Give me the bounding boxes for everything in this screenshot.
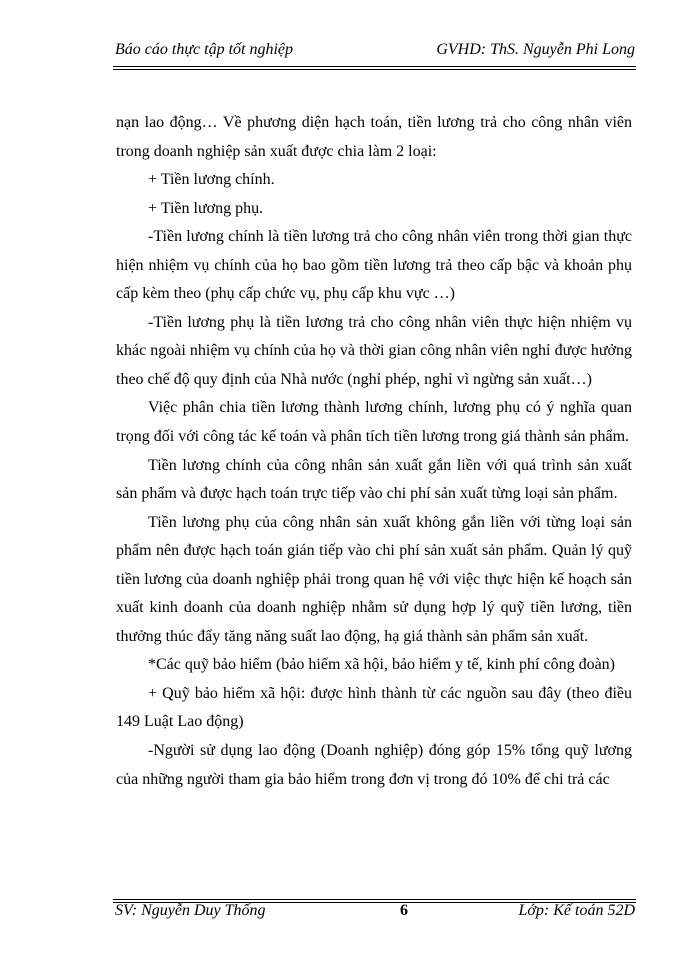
header-report-title: Báo cáo thực tập tốt nghiệp: [115, 41, 294, 58]
header-rule: [113, 66, 636, 70]
paragraph: -Người sử dụng lao động (Doanh nghiệp) đóng góp 15% tổng quỹ lương của những người tham gia bảo hiểm trong đơn vị trong đó 10% để chi trả các: [116, 742, 632, 788]
page-number: 6: [400, 902, 408, 919]
document-body: [116, 109, 632, 794]
header-supervisor: GVHD: ThS. Nguyễn Phi Long: [436, 41, 635, 58]
paragraph: Tiền lương chính của công nhân sản xuất gắn liền với quá trình sản xuất sản phẩm và được hạch toán trực tiếp vào chi phí sản xuất từng loại sản phẩm.: [116, 456, 632, 503]
paragraph: + Quỹ bảo hiểm xã hội: được hình thành từ các nguồn sau đây (theo điều 149 Luật Lao động): [116, 684, 632, 731]
paragraph: + Tiền lương phụ.: [148, 199, 264, 217]
paragraph: Tiền lương phụ của công nhân sản xuất không gắn liền với từng loại sản phẩm nên được hạch toán gián tiếp vào chi phí sản xuất sản phẩm. Quản lý quỹ tiền lương của doanh nghiệp phải trong quan hệ với việc thực hiện kế hoạch sản xuất kinh doanh của doanh nghiệp nhằm sử dụng hợp lý quỹ tiền lương, tiền thưởng thúc đẩy tăng năng suất lao động, hạ giá thành sản phẩm sản xuất.: [116, 513, 632, 645]
paragraph: *Các quỹ bảo hiểm (bảo hiểm xã hội, bảo hiểm y tế, kinh phí công đoàn): [148, 656, 615, 674]
footer-class: Lớp: Kế toán 52D: [518, 902, 635, 919]
paragraph: + Tiền lương chính.: [148, 171, 275, 189]
paragraph: -Tiền lương phụ là tiền lương trả cho công nhân viên thực hiện nhiệm vụ khác ngoài nhiệm vụ chính của họ và thời gian công nhân viên nghỉ được hưởng theo chế độ quy định của Nhà nước (nghỉ phép, nghỉ vì ngừng sản xuất…): [116, 313, 632, 388]
paragraph: nạn lao động… Về phương diện hạch toán, tiền lương trả cho công nhân viên trong doanh nghiệp sản xuất được chia làm 2 loại:: [116, 114, 632, 160]
paragraph: Việc phân chia tiền lương thành lương chính, lương phụ có ý nghĩa quan trọng đối với công tác kế toán và phân tích tiền lương trong giá thành sản phẩm.: [116, 399, 632, 446]
footer-student-name: SV: Nguyễn Duy Thống: [115, 902, 266, 919]
paragraph: -Tiền lương chính là tiền lương trả cho công nhân viên trong thời gian thực hiện nhiệm vụ chính của họ bao gồm tiền lương trả theo cấp bậc và khoản phụ cấp kèm theo (phụ cấp chức vụ, phụ cấp khu vực …): [116, 228, 632, 303]
